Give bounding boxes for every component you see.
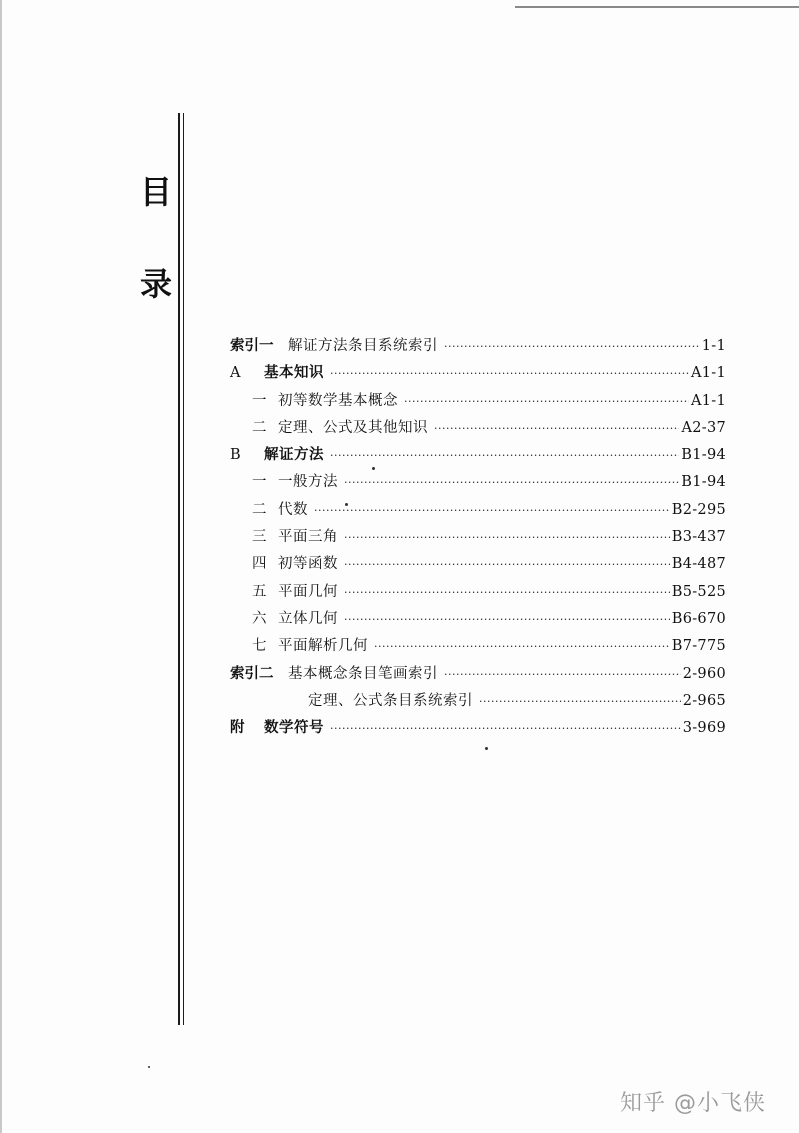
toc-row-number: 五 bbox=[252, 583, 267, 600]
dot-leader bbox=[344, 531, 670, 544]
dot-leader bbox=[479, 695, 681, 708]
toc-row-label: 基本概念条目笔画索引 bbox=[288, 665, 438, 682]
toc-row-page: B4-487 bbox=[671, 556, 726, 573]
toc-row-number: 七 bbox=[252, 638, 267, 655]
toc-row-label: 解证方法 bbox=[264, 447, 324, 464]
dot-leader bbox=[330, 449, 679, 462]
dot-leader bbox=[330, 722, 681, 735]
vertical-rule-thin bbox=[183, 113, 184, 1025]
toc-row-page: B6-670 bbox=[671, 610, 726, 627]
toc-row-page: A2-37 bbox=[681, 419, 726, 436]
dot-leader bbox=[344, 476, 679, 489]
toc-row-page: B7-775 bbox=[671, 638, 726, 655]
toc-row-index-2[interactable] bbox=[230, 662, 726, 689]
toc-row-basic-knowledge[interactable] bbox=[230, 361, 726, 388]
toc-row-label: 一般方法 bbox=[278, 474, 338, 491]
toc-row-theorems[interactable] bbox=[230, 416, 726, 443]
toc-row-number: 附 bbox=[230, 720, 245, 737]
toc-row-general-methods[interactable] bbox=[230, 470, 726, 497]
toc-row-number: 四 bbox=[252, 556, 267, 573]
dot-leader bbox=[344, 558, 670, 571]
dot-leader bbox=[330, 367, 689, 380]
scan-speck bbox=[345, 503, 348, 506]
toc-row-number: A bbox=[230, 365, 241, 382]
scan-speck bbox=[372, 467, 375, 470]
toc-row-label: 基本知识 bbox=[264, 365, 324, 382]
toc-row-page: 1-1 bbox=[701, 338, 726, 354]
toc-row-number: 二 bbox=[252, 501, 267, 518]
toc-row-label: 平面三角 bbox=[278, 529, 338, 546]
dot-leader bbox=[374, 640, 670, 653]
toc-row-page: A1-1 bbox=[690, 392, 726, 409]
toc-row-page: B2-295 bbox=[671, 501, 726, 518]
toc-row-label: 解证方法条目系统索引 bbox=[288, 338, 438, 354]
title-char-1: 目 bbox=[140, 173, 173, 211]
dot-leader bbox=[344, 586, 670, 599]
toc-row-appendix[interactable] bbox=[230, 716, 726, 743]
toc-row-label: 初等数学基本概念 bbox=[278, 392, 398, 409]
scan-speck bbox=[485, 747, 488, 750]
toc-row-index-1[interactable] bbox=[230, 334, 726, 361]
toc-row-number: 索引二 bbox=[230, 665, 274, 682]
toc-row-elementary-concepts[interactable] bbox=[230, 389, 726, 416]
toc-row-plane-geometry[interactable] bbox=[230, 580, 726, 607]
top-rule bbox=[515, 6, 799, 8]
scan-speck bbox=[148, 1066, 150, 1068]
toc-row-page: B5-525 bbox=[671, 583, 726, 600]
toc-row-page: A1-1 bbox=[690, 365, 726, 382]
toc-row-trigonometry[interactable] bbox=[230, 525, 726, 552]
toc-row-page: 2-960 bbox=[682, 665, 726, 682]
toc-row-number: 索引一 bbox=[230, 338, 274, 354]
toc-row-number: 六 bbox=[252, 610, 267, 627]
page-left-edge bbox=[0, 0, 2, 1133]
toc-row-label: 初等函数 bbox=[278, 556, 338, 573]
dot-leader bbox=[444, 340, 700, 353]
toc-row-solid-geometry[interactable] bbox=[230, 607, 726, 634]
toc-row-label: 定理、公式条目系统索引 bbox=[308, 692, 473, 709]
toc-row-label: 数学符号 bbox=[264, 720, 324, 737]
vertical-rule-thick bbox=[178, 113, 180, 1025]
toc-row-label: 立体几何 bbox=[278, 610, 338, 627]
toc-row-solution-methods[interactable] bbox=[230, 443, 726, 470]
toc-row-number: 一 bbox=[252, 392, 267, 409]
toc-row-number: B bbox=[230, 447, 241, 464]
dot-leader bbox=[404, 395, 689, 408]
toc-row-algebra[interactable] bbox=[230, 498, 726, 525]
toc-row-theorem-index[interactable] bbox=[230, 689, 726, 716]
toc-row-page: B1-94 bbox=[681, 447, 726, 464]
toc-row-label: 定理、公式及其他知识 bbox=[278, 419, 428, 436]
toc-row-page: B3-437 bbox=[671, 529, 726, 546]
toc-row-elementary-functions[interactable] bbox=[230, 552, 726, 579]
dot-leader bbox=[434, 422, 679, 435]
toc-row-number: 二 bbox=[252, 419, 267, 436]
toc-row-label: 平面解析几何 bbox=[278, 638, 368, 655]
toc-row-number: 三 bbox=[252, 529, 267, 546]
title-char-2: 录 bbox=[140, 265, 173, 303]
toc-row-page: B1-94 bbox=[681, 474, 726, 491]
dot-leader bbox=[444, 668, 681, 681]
watermark: 知乎 @小飞侠 bbox=[620, 1091, 766, 1116]
table-of-contents bbox=[230, 334, 726, 743]
toc-row-page: 2-965 bbox=[682, 692, 726, 709]
toc-row-label: 代数 bbox=[278, 501, 308, 518]
toc-row-label: 平面几何 bbox=[278, 583, 338, 600]
toc-row-number: 一 bbox=[252, 474, 267, 491]
dot-leader bbox=[314, 504, 670, 517]
toc-row-page: 3-969 bbox=[682, 720, 726, 737]
dot-leader bbox=[344, 613, 670, 626]
toc-row-analytic-geometry[interactable] bbox=[230, 634, 726, 661]
